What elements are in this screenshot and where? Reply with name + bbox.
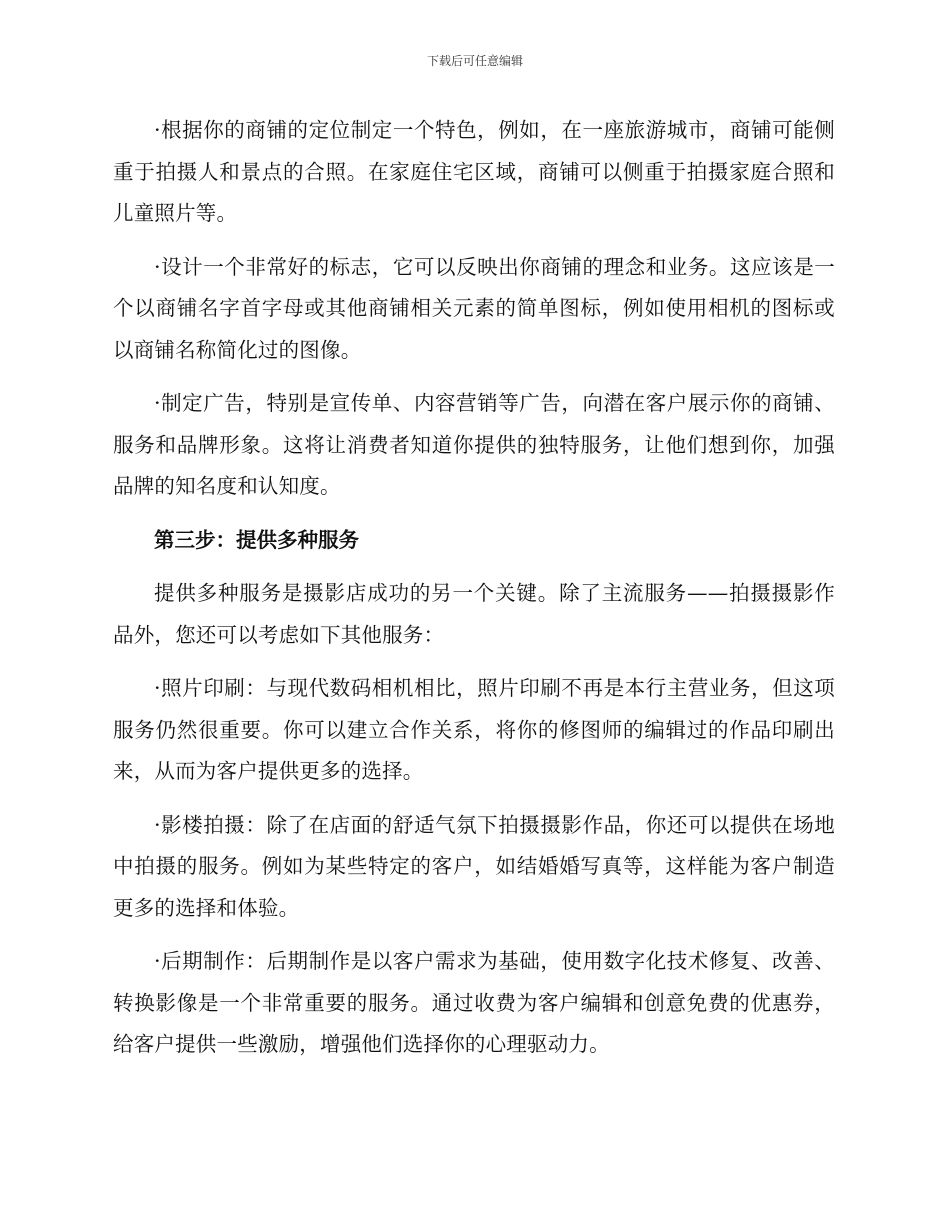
paragraph-logo-design: ·设计一个非常好的标志，它可以反映出你商铺的理念和业务。这应该是一个以商铺名字首字母或其他商铺相关元素的简单图标，例如使用相机的图标或以商铺名称简化过的图像。 [113, 254, 835, 362]
section-heading-step-three: 第三步：提供多种服务 [154, 527, 359, 552]
paragraph-studio-shooting: ·影楼拍摄：除了在店面的舒适气氛下拍摄摄影作品，你还可以提供在场地中拍摄的服务。例如为某些特定的客户，如结婚婚写真等，这样能为客户制造更多的选择和体验。 [113, 812, 835, 920]
paragraph-store-positioning: ·根据你的商铺的定位制定一个特色，例如，在一座旅游城市，商铺可能侧重于拍摄人和景点的合照。在家庭住宅区域，商铺可以侧重于拍摄家庭合照和儿童照片等。 [113, 118, 835, 225]
page-header: 下载后可任意编辑 [426, 54, 523, 68]
paragraph-photo-printing: ·照片印刷：与现代数码相机相比，照片印刷不再是本行主营业务，但这项服务仍然很重要。你可以建立合作关系，将你的修图师的编辑过的作品印刷出来，从而为客户提供更多的选择。 [113, 676, 835, 783]
paragraph-services-intro: 提供多种服务是摄影店成功的另一个关键。除了主流服务——拍摄摄影作品外，您还可以考虑如下其他服务： [113, 581, 835, 647]
document-body [113, 110, 835, 1078]
paragraph-post-production: ·后期制作：后期制作是以客户需求为基础，使用数字化技术修复、改善、转换影像是一个非常重要的服务。通过收费为客户编辑和创意免费的优惠券，给客户提供一些激励，增强他们选择你的心理驱动力。 [113, 949, 835, 1056]
paragraph-advertising: ·制定广告，特别是宣传单、内容营销等广告，向潜在客户展示你的商铺、服务和品牌形象。这将让消费者知道你提供的独特服务，让他们想到你，加强品牌的知名度和认知度。 [113, 391, 835, 498]
